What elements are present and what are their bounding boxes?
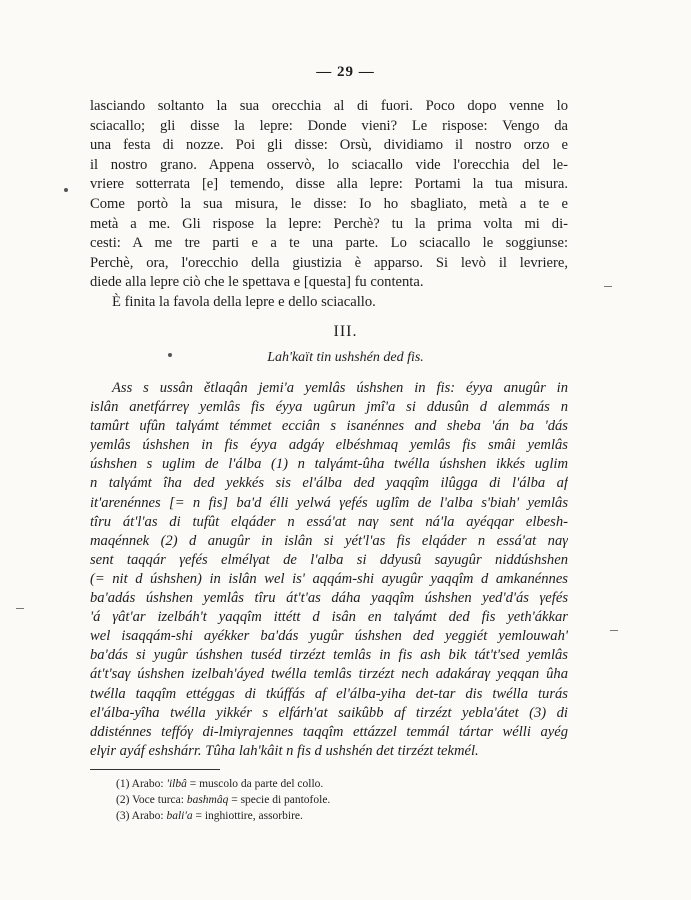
text-line: el'álba-yîha twélla yikkér s elfárh'at saikûbb af tirzézt yebla'átet (3) di (90, 704, 568, 721)
footnote (116, 792, 516, 808)
footnote-term: 'ilbâ (166, 778, 187, 790)
text-line: twélla taqqîm ettéggas di tkúffás af el'álba-yiha det-tar dis twélla turás (90, 685, 568, 702)
text-line: úshshen s uglim de l'álba (1) n talγámt-ûha twélla úshshen ikkés uglim (90, 456, 568, 473)
text-line: 'á γât'ar izelbáh't yaqqîm ittétt d isân en talγámt ded fis yeth'ákkar (90, 609, 568, 626)
footnote-lang: Arabo: (131, 778, 164, 790)
text-line: tamûrt ufûn talγámt témmet ecciân s isanénnes and sheba 'án ba 'dás (90, 418, 568, 435)
footnote-term: bali'a (166, 810, 193, 822)
scan-speck (64, 188, 68, 192)
footnote-definition: = muscolo da parte del collo. (189, 778, 324, 790)
footnote (116, 808, 516, 824)
text-line: ddisténnes teffóγ di-lmiγrajennes taqqîm ettázzel temmál tártar wélli ayég (90, 723, 568, 740)
text-line: n talγámt îha ded yekkés sis el'álba ded yaqqîm ilûgga di l'álba af (90, 475, 568, 492)
footnote-term: bashmâq (186, 794, 229, 806)
text-line: Perchè, ora, l'orecchio della giustizia è apparso. Si levò il levriere, (90, 254, 568, 271)
text-line: lasciando soltanto la sua orecchia al di fuori. Poco dopo venne lo (90, 98, 568, 114)
section-title: Lah'kaït tin ushshén ded fis. (267, 350, 424, 365)
footnote-rule (90, 769, 220, 770)
text-line: ba'adás úshshen yemlâs tîru át't'as dáha yaqqîm úshshen yed'd'ás γefés (90, 590, 568, 607)
text-line: tîru át'l'as di tufût elqáder n essá'at naγ sent ná'la ayéqqar elbesh- (90, 513, 568, 530)
text-line: il nostro grano. Appena osservò, lo sciacallo vide l'orecchia del le- (90, 156, 568, 173)
scan-speck (604, 286, 612, 287)
footnote-lang: Voce turca: (132, 794, 184, 806)
text-line: diede alla lepre ciò che le spettava e [questa] fu contenta. (90, 274, 424, 291)
footnote-marker: (2) (116, 794, 130, 806)
text-line: islân anetfárreγ yemlâs fis éyya ugûrun jmî'a si ddusûn d alemmás n (90, 399, 568, 416)
closing-line: È finita la favola della lepre e dello sciacallo. (112, 293, 376, 310)
footnotes (116, 776, 516, 824)
text-line: maqénnek (2) d anugûr in islân si yét'l'as fis elqáder n essá'at naγ (90, 532, 568, 549)
footnote (116, 776, 516, 792)
text-line: át't'saγ úshshen izelbah'áyed twélla temlâs tirzézt nech adakáraγ yeqqan ûha (90, 666, 568, 683)
text-line: sent taqqár γefés elmélγat de l'alba si ddyusû sayugûr niddúshshen (90, 551, 568, 568)
text-line: wel isaqqám-shi ayékker ba'dás yugûr úshshen ded yeggiét yemlouwah' (90, 628, 568, 645)
text-line: it'arenénnes [= n fis] ba'd élli yelwá γefés uglîm de l'alba s'biah' yemlâs (90, 494, 568, 511)
text-line: (= nit d úshshen) in islân wel is' aqqám-shi ayugûr yaqqîm d amkanénnes (90, 570, 568, 587)
text-line: vriere sotterrata [e] temendo, disse alla lepre: Portami la tua misura. (90, 176, 568, 193)
scan-speck (16, 608, 24, 609)
text-line: sciacallo; gli disse la lepre: Donde vieni? Le rispose: Vengo da (90, 117, 568, 134)
footnote-marker: (3) (116, 810, 130, 822)
page-number: — 29 — (316, 64, 375, 80)
text-line: cesti: A me tre parti e a te una parte. Lo sciacallo le soggiunse: (90, 235, 568, 252)
text-line: elγir ayáf eshshárr. Tûha lah'kâit n fis d ushshén det tirzézt tekmél. (90, 742, 479, 759)
scan-speck (610, 630, 618, 631)
italian-paragraph (90, 97, 568, 313)
footnote-definition: = specie di pantofole. (231, 794, 331, 806)
footnote-definition: = inghiottire, assorbire. (195, 810, 303, 822)
scan-speck (168, 353, 172, 357)
berber-paragraph (90, 379, 568, 761)
footnote-lang: Arabo: (131, 810, 164, 822)
text-line: Come portò la sua misura, le disse: Io ho sbagliato, metà a te e (90, 195, 568, 212)
text-line: una festa di nozze. Poi gli disse: Orsù, dividiamo il nostro orzo e (90, 137, 568, 154)
footnote-marker: (1) (116, 778, 130, 790)
text-line: metà a me. Gli rispose la lepre: Perchè? tu la prima volta mi di- (90, 215, 568, 232)
text-line: yemlâs úshshen in fis éyya adgáγ elbéshmaq yemlâs fis smâi yemlâs (90, 437, 568, 454)
section-number: III. (333, 323, 358, 340)
text-line: Ass s ussân ětlaqân jemi'a yemlâs úshshen in fis: éyya anugûr in (112, 380, 568, 396)
text-line: ba'dás si yugûr úshshen tuséd tirzézt temlâs in fis ash bik tát't'sed yemlâs (90, 647, 568, 664)
